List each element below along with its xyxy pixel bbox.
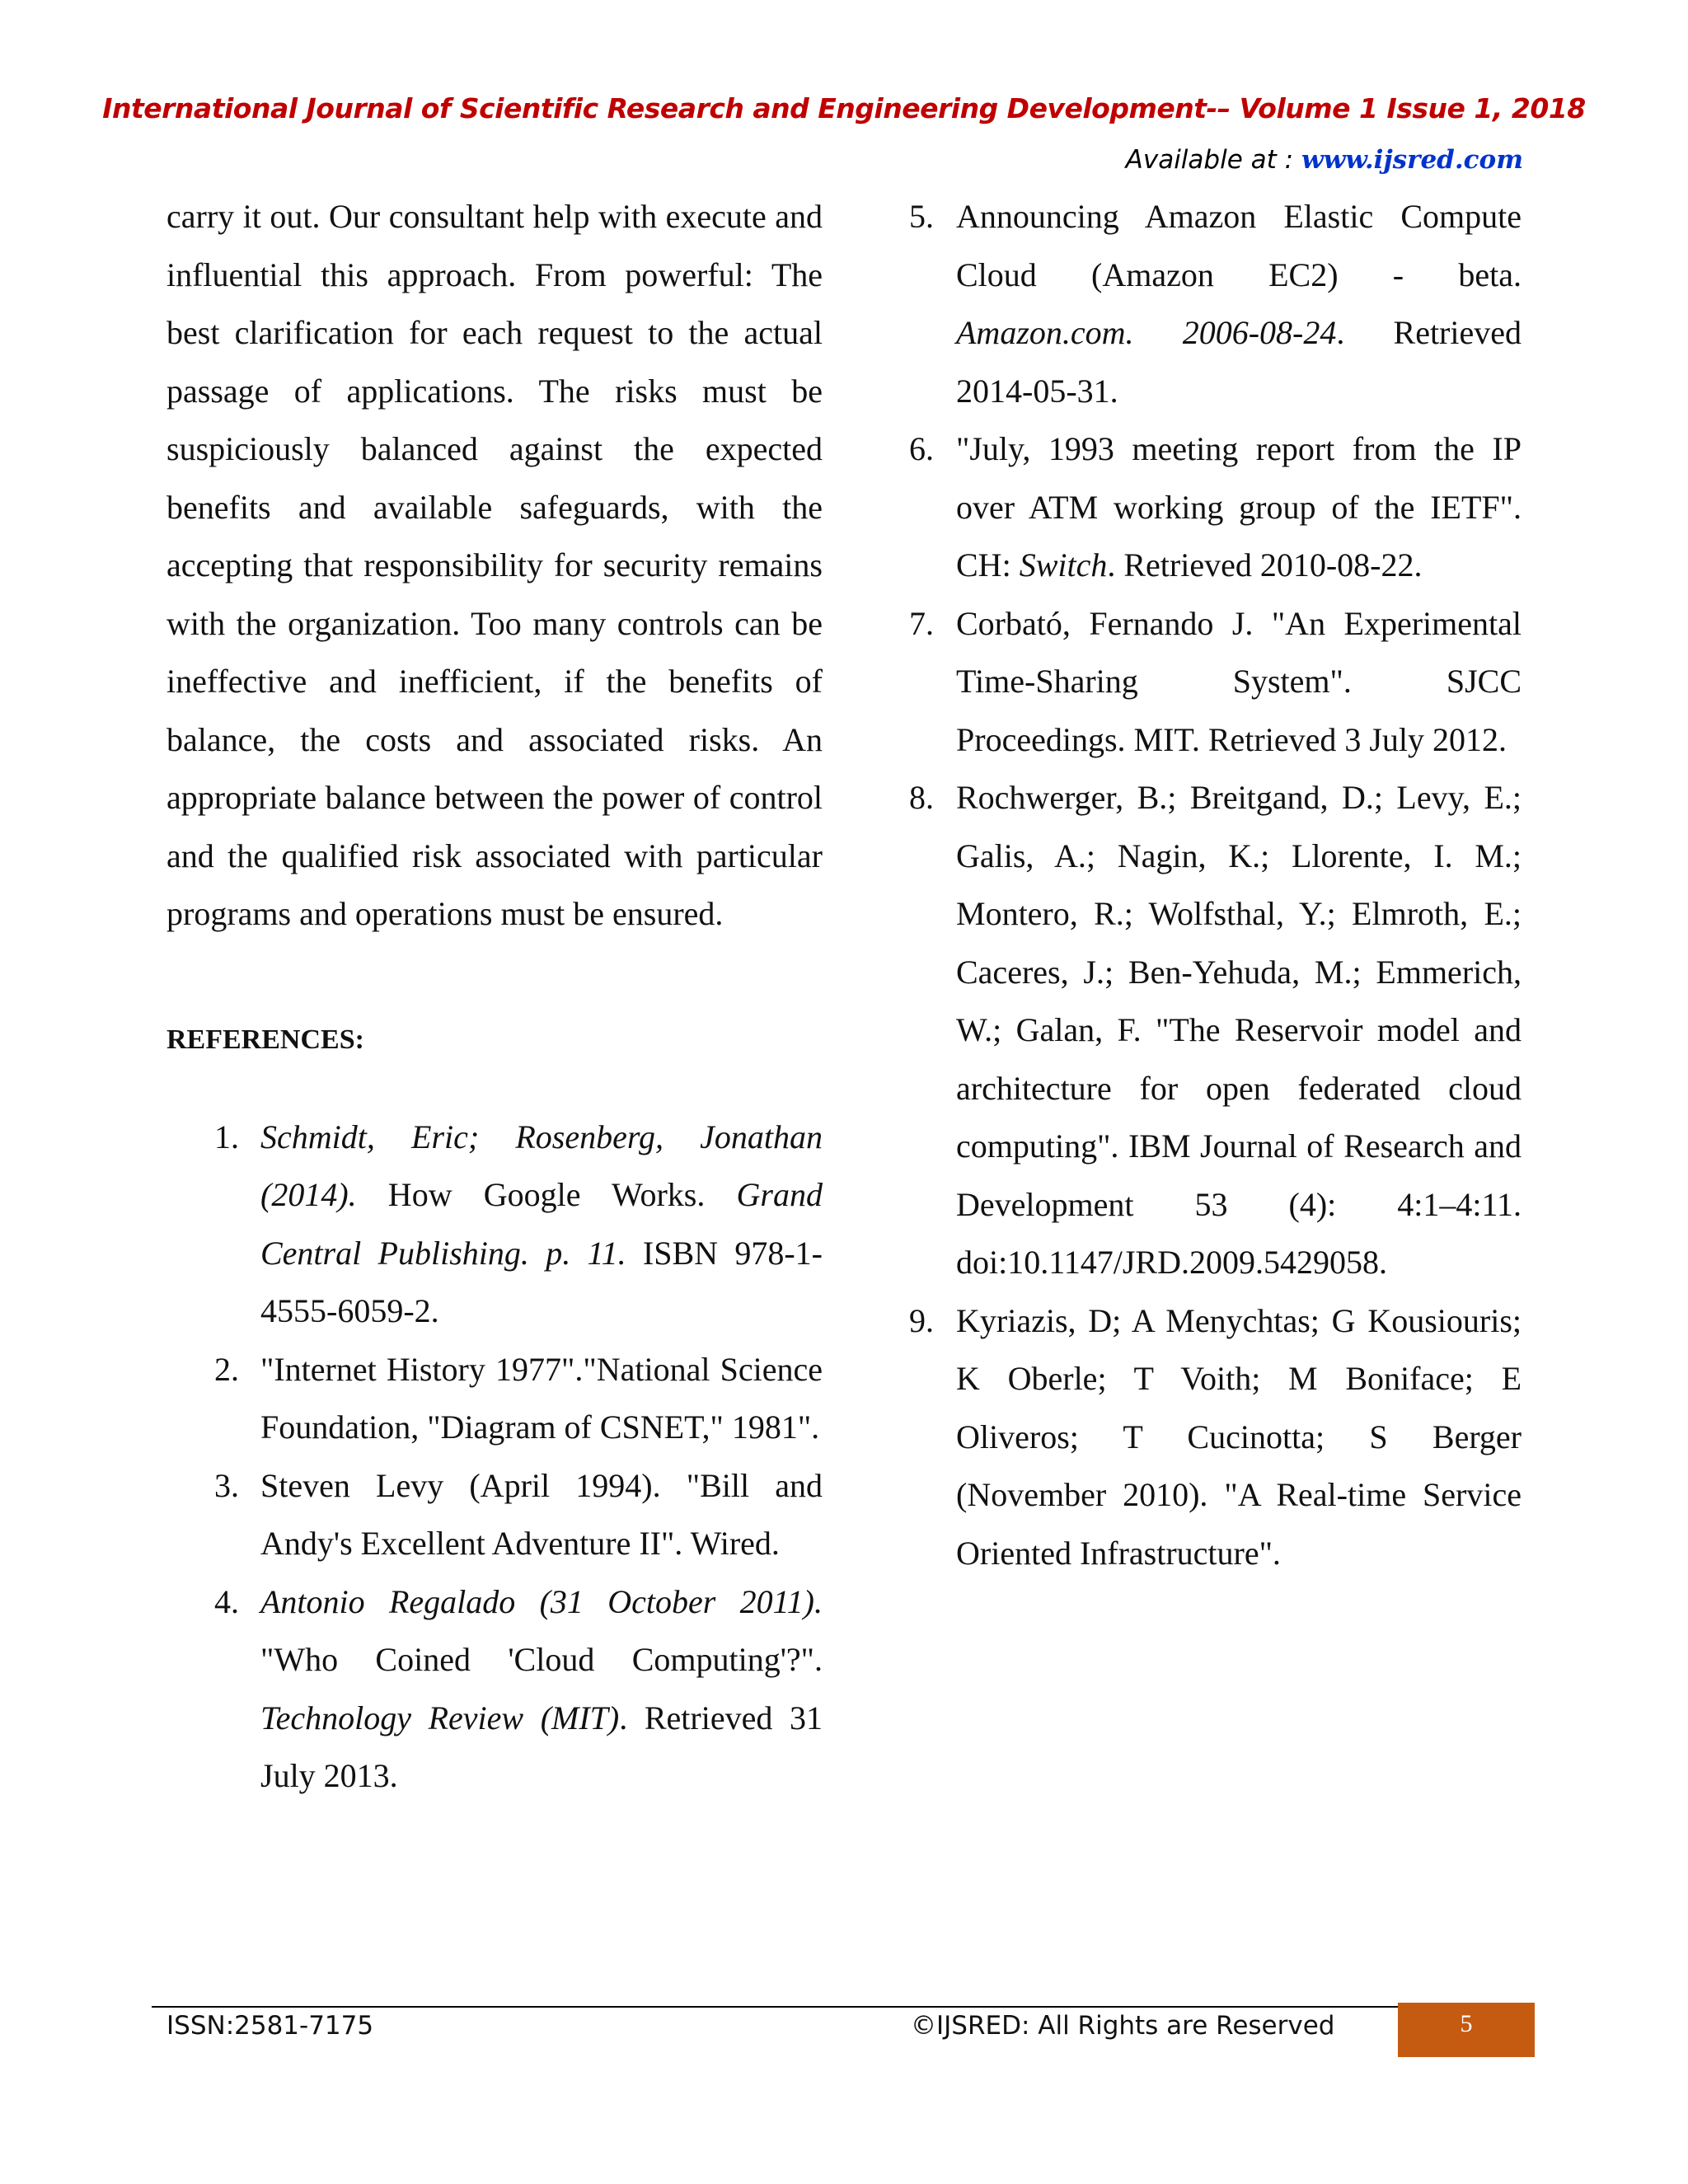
right-column <box>909 188 1522 1582</box>
available-at <box>1126 145 1523 175</box>
reference-text: Announcing Amazon Elastic Compute Cloud (Amazon EC2) - beta. <box>956 198 1522 293</box>
body-paragraph: carry it out. Our consultant help with execute and influential this approach. From powerful: The best clarification for each request to the actual passage of applications. The risks must be suspiciously balanced against the expected benefits and available safeguards, with the accepting that responsibility for security remains with the organization. Too many controls can be ineffective and inefficient, if the benefits of balance, the costs and associated risks. An appropriate balance between the power of control and the qualified risk associated with particular programs and operations must be ensured. <box>166 198 823 932</box>
reference-item <box>909 769 1522 1292</box>
reference-italic-text: Switch <box>1019 546 1108 583</box>
reference-item <box>166 1108 823 1341</box>
journal-title: International Journal of Scientific Research and Engineering Development-– Volume 1 Issue 1, 2018 <box>102 92 1586 124</box>
reference-number: 2. <box>214 1350 239 1388</box>
reference-number: 1. <box>214 1118 239 1155</box>
reference-text: Rochwerger, B.; Breitgand, D.; Levy, E.; Galis, A.; Nagin, K.; Llorente, I. M.; Montero, R.; Wolfsthal, Y.; Elmroth, E.; Caceres, J.; Ben-Yehuda, M.; Emmerich, W.; Galan, F. "The Reservoir model and architecture for open federated cloud computing". IBM Journal of Research and Development 53 (4): 4:1–4:11. doi:10.1147/JRD.2009.5429058. <box>956 779 1522 1281</box>
reference-text: "Who Coined 'Cloud Computing'?". <box>260 1641 823 1678</box>
available-prefix: Available at : <box>1125 145 1301 175</box>
reference-item <box>166 1341 823 1457</box>
reference-item <box>166 1457 823 1573</box>
left-column <box>166 188 823 1806</box>
footer-divider <box>152 2006 1398 2008</box>
reference-item <box>909 420 1522 595</box>
reference-italic-text: Schmidt, Eric; Rosenberg, Jonathan (2014). <box>260 1118 823 1213</box>
page-number-box <box>1398 2003 1535 2057</box>
reference-number: 6. <box>909 430 934 467</box>
reference-text: . Retrieved 2010-08-22. <box>1107 546 1423 583</box>
journal-website-link[interactable]: www.ijsred.com <box>1301 145 1523 175</box>
reference-text: "July, 1993 meeting report from the IP over ATM working group of the IETF". CH: <box>956 430 1522 583</box>
page-number: 5 <box>1460 2010 1473 2037</box>
reference-number: 3. <box>214 1466 239 1504</box>
reference-text: . Retrieved 2014-05-31. <box>956 314 1522 410</box>
reference-number: 4. <box>214 1582 239 1620</box>
reference-list-right <box>909 188 1522 1582</box>
reference-text: "Internet History 1977"."National Science Foundation, "Diagram of CSNET," 1981". <box>260 1350 823 1446</box>
footer-issn: ISSN:2581-7175 <box>166 2011 374 2041</box>
reference-list-left <box>166 1108 823 1806</box>
reference-text: . Retrieved 31 July 2013. <box>260 1699 823 1794</box>
reference-number: 8. <box>909 779 934 816</box>
reference-item <box>909 1292 1522 1583</box>
reference-number: 7. <box>909 604 934 642</box>
reference-number: 5. <box>909 198 934 235</box>
references-heading: REFERENCES: <box>166 1024 364 1055</box>
reference-text: Kyriazis, D; A Menychtas; G Kousiouris; K Oberle; T Voith; M Boniface; E Oliveros; T Cucinotta; S Berger (November 2010). "A Real-time Service Oriented Infrastructure". <box>956 1301 1522 1572</box>
reference-text: Steven Levy (April 1994). "Bill and Andy's Excellent Adventure II". Wired. <box>260 1466 823 1562</box>
reference-item <box>166 1573 823 1806</box>
reference-text: ISBN 978-1-4555-6059-2. <box>260 1234 823 1329</box>
footer-rights: ©IJSRED: All Rights are Reserved <box>911 2011 1335 2041</box>
reference-italic-text: Technology Review (MIT) <box>260 1699 620 1736</box>
reference-item <box>909 595 1522 770</box>
reference-number: 9. <box>909 1301 934 1339</box>
reference-text: Corbató, Fernando J. "An Experimental Time-Sharing System". SJCC Proceedings. MIT. Retrieved 3 July 2012. <box>956 604 1522 758</box>
reference-text: How Google Works. <box>356 1176 737 1213</box>
reference-italic-text: Antonio Regalado (31 October 2011). <box>260 1582 823 1620</box>
reference-italic-text: Amazon.com. 2006-08-24 <box>956 314 1337 351</box>
reference-item <box>909 188 1522 420</box>
reference-italic-text: Grand Central Publishing. p. 11. <box>260 1176 823 1272</box>
